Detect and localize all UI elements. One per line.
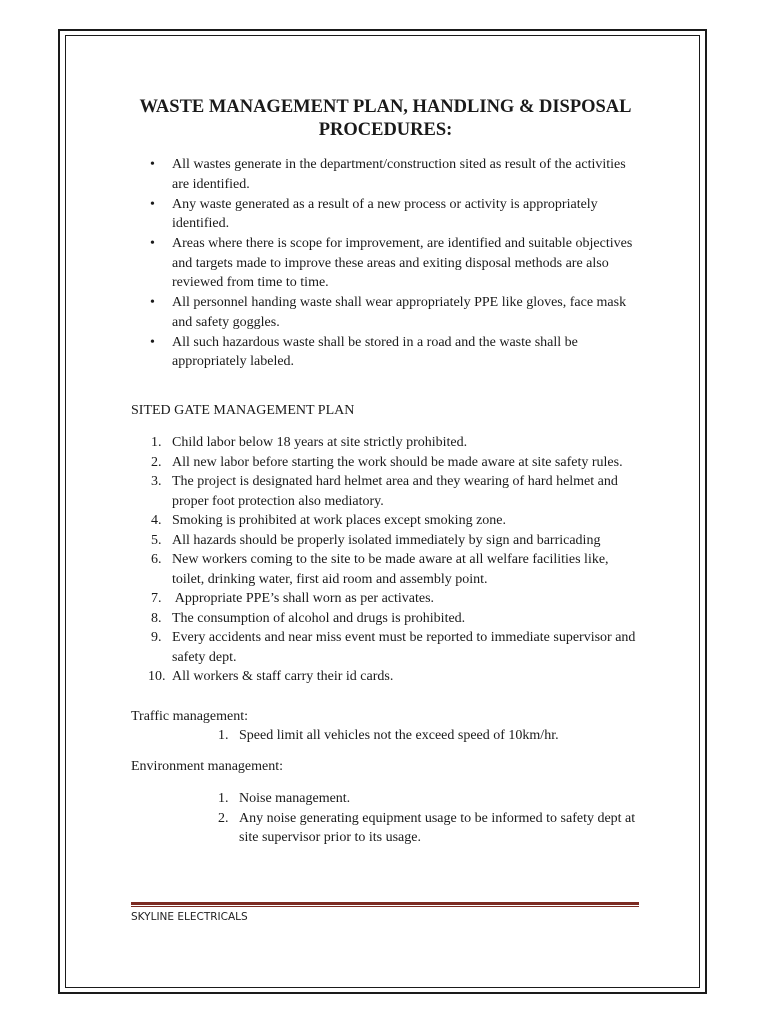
footer-rule-thin (131, 906, 639, 907)
footer-company-name: SKYLINE ELECTRICALS (131, 911, 248, 923)
document-body (131, 96, 640, 848)
waste-bullet-list (131, 155, 640, 372)
bullet-icon: • (150, 157, 155, 172)
environment-management-list (131, 789, 640, 848)
list-item: 5. All hazards should be properly isolated immediately by sign and barricading (151, 532, 601, 548)
list-item: 1. Noise management. (218, 791, 351, 806)
bullet-icon: • (150, 295, 155, 310)
list-item: 2. All new labor before starting the work should be made aware at site safety rules. (151, 454, 623, 470)
list-item: 7. Appropriate PPE’s shall worn as per activates. (151, 591, 435, 606)
list-item: 9. Every accidents and near miss event must be reported to immediate supervisor and safety dept. (151, 630, 636, 665)
footer-rule (131, 902, 639, 905)
list-item: 4. Smoking is prohibited at work places except smoking zone. (151, 513, 506, 528)
list-item: 1. Speed limit all vehicles not the exceed speed of 10km/hr. (218, 728, 559, 743)
list-item: 8. The consumption of alcohol and drugs is prohibited. (151, 610, 466, 626)
list-item: • Any waste generated as a result of a new process or activity is appropriately identified. (150, 196, 598, 231)
list-item: 3. The project is designated hard helmet area and they wearing of hard helmet and proper foot protection also mediatory. (151, 474, 618, 509)
bullet-icon: • (150, 334, 155, 350)
environment-management-heading: Environment management: (131, 758, 284, 774)
list-item: 2. Any noise generating equipment usage to be informed to safety dept at site supervisor prior to its usage. (218, 810, 636, 845)
traffic-management-heading: Traffic management: (131, 708, 249, 724)
bullet-icon: • (150, 196, 155, 212)
list-item: 10. All workers & staff carry their id cards. (148, 669, 394, 684)
list-item: • Areas where there is scope for improvement, are identified and suitable objectives and targets made to improve these areas and exiting disposal methods are also reviewed from time to time. (150, 236, 633, 290)
traffic-management-list (131, 726, 640, 746)
document-title: WASTE MANAGEMENT PLAN, HANDLING & DISPOSAL PROCEDURES: (139, 97, 632, 140)
gate-management-list (131, 433, 640, 687)
list-item: • All such hazardous waste shall be stored in a road and the waste shall be appropriately labeled. (150, 334, 578, 369)
bullet-icon: • (150, 236, 155, 251)
gate-management-heading: SITED GATE MANAGEMENT PLAN (131, 402, 355, 418)
list-item: • All wastes generate in the department/construction sited as result of the activities are identified. (150, 157, 626, 192)
list-item: • All personnel handing waste shall wear appropriately PPE like gloves, face mask and safety goggles. (150, 295, 627, 330)
list-item: 1. Child labor below 18 years at site strictly prohibited. (151, 435, 468, 450)
list-item: 6. New workers coming to the site to be made aware at all welfare facilities like, toilet, drinking water, first aid room and assembly point. (151, 552, 609, 587)
